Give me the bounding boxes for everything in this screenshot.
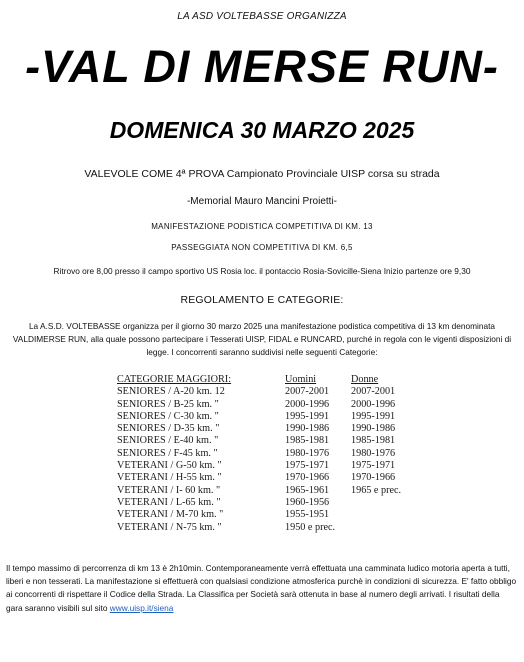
non-competitive-walk-line: PASSEGGIATA NON COMPETITIVA DI KM. 6,5 — [171, 243, 353, 252]
category-table-header — [117, 374, 417, 386]
table-row — [117, 485, 417, 497]
category-name: VETERANI / H-55 km. " — [117, 472, 222, 484]
table-row — [117, 399, 417, 411]
men-years: 1965-1961 — [285, 484, 330, 496]
category-name: SENIORES / E-40 km. " — [117, 435, 219, 447]
table-row — [117, 472, 417, 484]
women-years: 1970-1966 — [351, 472, 396, 484]
validity-line: VALEVOLE COME 4ª PROVA Campionato Provinciale UISP corsa su strada — [84, 168, 440, 180]
category-name: SENIORES / C-30 km. " — [117, 410, 219, 422]
women-header: Donne — [351, 374, 379, 385]
men-years: 1980-1976 — [285, 447, 330, 459]
category-name: VETERANI / N-75 km. " — [117, 521, 222, 533]
table-row — [117, 522, 417, 534]
regulation-footer-note — [6, 562, 518, 615]
men-years: 1960-1956 — [285, 496, 330, 508]
category-name: VETERANI / G-50 km. " — [117, 460, 222, 472]
category-name: VETERANI / I- 60 km. " — [117, 484, 221, 496]
women-years: 1965 e prec. — [351, 484, 402, 496]
category-header: CATEGORIE MAGGIORI: — [117, 374, 232, 385]
competitive-race-line: MANIFESTAZIONE PODISTICA COMPETITIVA DI KM. 13 — [151, 222, 373, 231]
category-name: SENIORES / B-25 km. " — [117, 398, 219, 410]
women-years: 1975-1971 — [351, 460, 396, 472]
men-years: 1985-1981 — [285, 435, 330, 447]
men-years: 1975-1971 — [285, 460, 330, 472]
women-years: 2007-2001 — [351, 386, 396, 398]
women-years: 1990-1986 — [351, 423, 396, 435]
men-years: 1995-1991 — [285, 410, 330, 422]
table-row — [117, 386, 417, 398]
meeting-info-line: Ritrovo ore 8,00 presso il campo sportivo US Rosia loc. il pontaccio Rosia-Sovicille-Siena Inizio partenze ore 9,30 — [53, 266, 471, 276]
memorial-line: -Memorial Mauro Mancini Proietti- — [186, 196, 338, 207]
table-row — [117, 448, 417, 460]
men-header: Uomini — [285, 374, 317, 385]
category-table — [117, 374, 417, 534]
men-years: 1955-1951 — [285, 509, 330, 521]
event-date: DOMENICA 30 MARZO 2025 — [109, 117, 415, 143]
table-row — [117, 411, 417, 423]
table-row — [117, 509, 417, 521]
women-years: 2000-1996 — [351, 398, 396, 410]
regulation-heading: REGOLAMENTO E CATEGORIE: — [180, 294, 344, 306]
footer-note-text: Il tempo massimo di percorrenza di km 13 è 2h10min. Contemporaneamente verrà effettuata una camminata ludico motoria aperta a tutti, liberi e non tesserati. La manifestazione si effettuerà con qualsiasi condizione atmosferica purchè in condizioni di sicurezza. E' fatto obbligo ai concorrenti di rispettare il Codice della Strada. La Classifica per Società sarà ottenuta in base al numero degli arrivati. I risultati della gara saranno visibili sul sito — [6, 563, 517, 613]
table-row — [117, 435, 417, 447]
category-name: SENIORES / D-35 km. " — [117, 423, 220, 435]
category-name: SENIORES / F-45 km. " — [117, 447, 218, 459]
table-row — [117, 497, 417, 509]
organizer-line: LA ASD VOLTEBASSE ORGANIZZA — [177, 11, 347, 22]
category-name: VETERANI / L-65 km. " — [117, 496, 221, 508]
table-row — [117, 423, 417, 435]
women-years: 1995-1991 — [351, 410, 396, 422]
category-name: SENIORES / A-20 km. 12 — [117, 386, 225, 398]
table-row — [117, 460, 417, 472]
men-years: 1970-1966 — [285, 472, 330, 484]
men-years: 1990-1986 — [285, 423, 330, 435]
men-years: 2000-1996 — [285, 398, 330, 410]
women-years: 1980-1976 — [351, 447, 396, 459]
uisp-siena-link[interactable]: www.uisp.it/siena — [109, 602, 174, 613]
men-years: 2007-2001 — [285, 386, 330, 398]
women-years: 1985-1981 — [351, 435, 396, 447]
event-title: -VAL DI MERSE RUN- — [25, 41, 499, 92]
category-name: VETERANI / M-70 km. " — [117, 509, 224, 521]
regulation-intro: La A.S.D. VOLTEBASSE organizza per il giorno 30 marzo 2025 una manifestazione podistica competitiva di 13 km denominata VALDIMERSE RUN, alla quale possono partecipare i Tesserati UISP, FIDAL e RUNCARD, purché in regola con le vigenti disposizioni di legge. I concorrenti saranno suddivisi nelle seguenti Categorie: — [12, 321, 512, 357]
men-years: 1950 e prec. — [285, 521, 336, 533]
